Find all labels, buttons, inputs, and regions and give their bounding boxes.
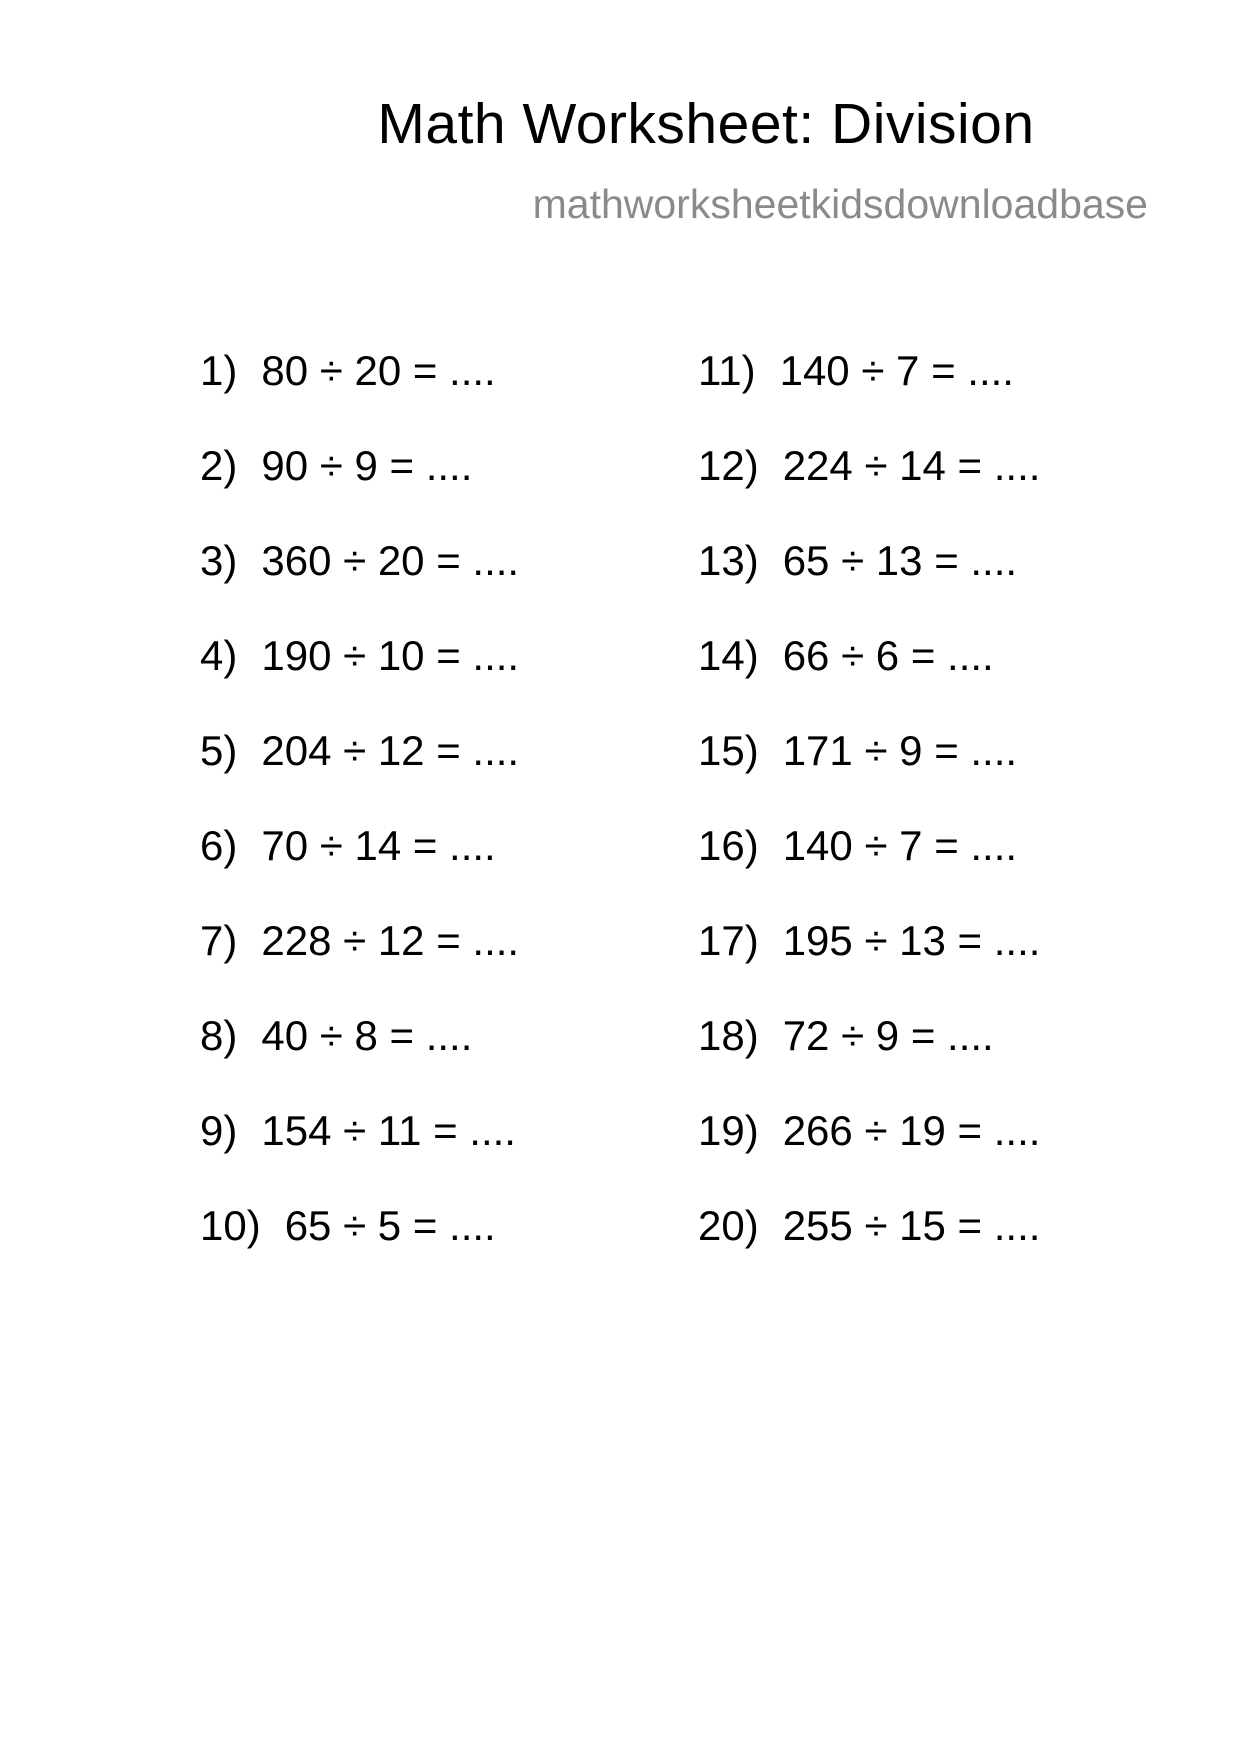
problem-number: 18) — [698, 1012, 759, 1059]
problem-number: 13) — [698, 537, 759, 584]
problem-number: 2) — [200, 442, 238, 489]
problem-number: 9) — [200, 1107, 238, 1154]
problem-item — [200, 917, 520, 1015]
problem-number: 8) — [200, 1012, 238, 1059]
problem-number: 20) — [698, 1202, 759, 1249]
problem-number: 1) — [200, 347, 238, 394]
problem-expression: 154 ÷ 11 = .... — [261, 1107, 516, 1154]
problem-item — [200, 347, 519, 445]
problem-number: 11) — [698, 347, 756, 394]
problem-item — [698, 1107, 1041, 1205]
problem-item — [698, 917, 1041, 1015]
problem-item — [698, 727, 1040, 825]
page-title: Math Worksheet: Division — [377, 92, 1035, 156]
page-subtitle: mathworksheetkidsdownloadbase — [532, 181, 1148, 227]
problem-item — [698, 1012, 1040, 1110]
problem-item — [200, 442, 519, 540]
problem-item — [200, 632, 520, 730]
problem-number: 19) — [698, 1107, 759, 1154]
problem-expression: 65 ÷ 5 = .... — [284, 1202, 496, 1249]
problem-list-left — [200, 347, 520, 1300]
problem-expression: 70 ÷ 14 = .... — [261, 822, 496, 869]
problem-expression: 171 ÷ 9 = .... — [782, 727, 1018, 774]
problem-item — [200, 1107, 519, 1205]
problem-number: 4) — [200, 632, 238, 679]
problem-item — [200, 727, 520, 825]
problem-number: 5) — [200, 727, 238, 774]
problem-item — [200, 822, 519, 920]
problem-expression: 40 ÷ 8 = .... — [261, 1012, 473, 1059]
problem-expression: 140 ÷ 7 = .... — [779, 347, 1014, 394]
problem-item — [698, 347, 1040, 445]
problem-number: 15) — [698, 727, 759, 774]
problem-number: 14) — [698, 632, 759, 679]
problem-expression: 190 ÷ 10 = .... — [261, 632, 520, 679]
problem-item — [698, 537, 1040, 635]
problem-number: 3) — [200, 537, 238, 584]
problem-item — [200, 1012, 519, 1110]
problem-item — [200, 537, 520, 635]
problem-expression: 66 ÷ 6 = .... — [782, 632, 994, 679]
problem-expression: 140 ÷ 7 = .... — [782, 822, 1018, 869]
problem-number: 17) — [698, 917, 759, 964]
problem-list-right — [698, 347, 1041, 1300]
problem-expression: 90 ÷ 9 = .... — [261, 442, 473, 489]
problem-expression: 224 ÷ 14 = .... — [782, 442, 1041, 489]
problem-expression: 195 ÷ 13 = .... — [782, 917, 1041, 964]
problem-number: 6) — [200, 822, 238, 869]
problem-item — [698, 822, 1040, 920]
problem-expression: 255 ÷ 15 = .... — [782, 1202, 1041, 1249]
problem-number: 16) — [698, 822, 759, 869]
problem-expression: 266 ÷ 19 = .... — [782, 1107, 1041, 1154]
problem-item — [698, 632, 1040, 730]
problem-item — [698, 1202, 1041, 1300]
problem-expression: 80 ÷ 20 = .... — [261, 347, 496, 394]
problem-expression: 228 ÷ 12 = .... — [261, 917, 520, 964]
problem-expression: 360 ÷ 20 = .... — [261, 537, 520, 584]
problem-expression: 204 ÷ 12 = .... — [261, 727, 520, 774]
problem-expression: 65 ÷ 13 = .... — [782, 537, 1018, 584]
problem-number: 10) — [200, 1202, 261, 1249]
problem-number: 7) — [200, 917, 238, 964]
problem-item — [200, 1202, 519, 1300]
problem-number: 12) — [698, 442, 759, 489]
problem-expression: 72 ÷ 9 = .... — [782, 1012, 994, 1059]
problem-item — [698, 442, 1041, 540]
